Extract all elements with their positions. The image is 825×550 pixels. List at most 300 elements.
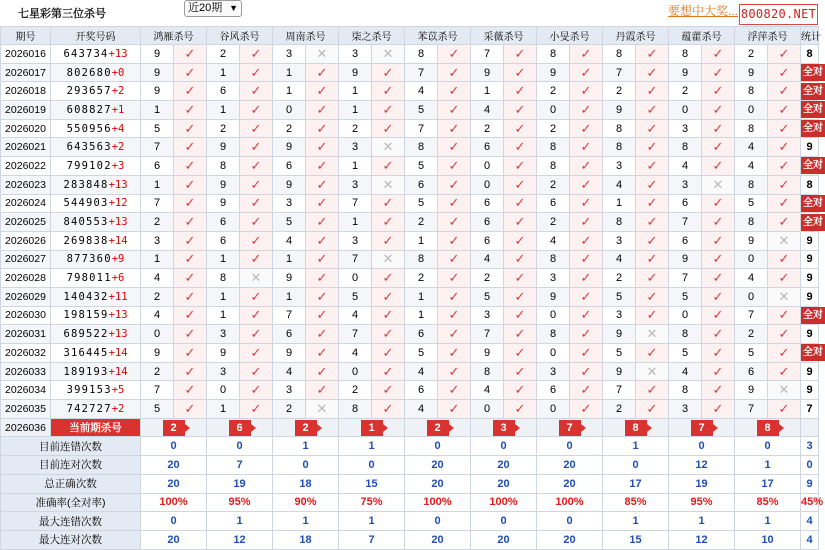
check-icon: ✓ bbox=[570, 287, 603, 306]
draw-digits: 140432 bbox=[63, 290, 109, 303]
draw-sum-diff: +2 bbox=[111, 402, 125, 415]
kill-number: 7 bbox=[735, 400, 768, 419]
table-row bbox=[1, 381, 819, 400]
col-expert[interactable]: 浮萍杀号 bbox=[735, 27, 801, 45]
row-stat bbox=[801, 213, 823, 232]
kill-number: 1 bbox=[273, 63, 306, 82]
kill-number: 3 bbox=[207, 325, 240, 344]
issue-number: 2026025 bbox=[1, 213, 51, 232]
col-expert[interactable]: 谷风杀号 bbox=[207, 27, 273, 45]
row-stat bbox=[801, 194, 823, 213]
kill-number: 8 bbox=[669, 381, 702, 400]
check-icon: ✓ bbox=[504, 82, 537, 101]
kill-number: 9 bbox=[603, 101, 636, 120]
stat-label: 目前连对次数 bbox=[1, 456, 141, 475]
kill-number: 4 bbox=[339, 344, 372, 363]
table-row bbox=[1, 250, 819, 269]
check-icon: ✓ bbox=[570, 306, 603, 325]
draw-digits: 198159 bbox=[63, 309, 109, 322]
kill-number: 6 bbox=[471, 138, 504, 157]
kill-number: 2 bbox=[603, 269, 636, 288]
kill-number: 8 bbox=[603, 119, 636, 138]
stat-value: 1 bbox=[339, 512, 405, 531]
kill-number: 7 bbox=[471, 325, 504, 344]
kill-number: 1 bbox=[207, 101, 240, 120]
col-expert[interactable]: 柒之杀号 bbox=[339, 27, 405, 45]
check-icon: ✓ bbox=[702, 400, 735, 419]
check-icon: ✓ bbox=[702, 231, 735, 250]
kill-number: 3 bbox=[273, 45, 306, 64]
kill-number: 5 bbox=[339, 287, 372, 306]
stat-value: 0 bbox=[603, 456, 669, 475]
check-icon: ✓ bbox=[306, 344, 339, 363]
kill-number: 5 bbox=[603, 344, 636, 363]
draw-digits: 643563 bbox=[66, 141, 112, 154]
kill-number: 4 bbox=[273, 231, 306, 250]
cross-icon: ✕ bbox=[306, 45, 339, 64]
period-select[interactable] bbox=[184, 0, 242, 17]
stat-value: 20 bbox=[141, 474, 207, 493]
stat-value: 20 bbox=[537, 530, 603, 549]
check-icon: ✓ bbox=[372, 381, 405, 400]
kill-number: 5 bbox=[405, 344, 438, 363]
draw-digits: 802680 bbox=[66, 66, 112, 79]
draw-number bbox=[51, 231, 141, 250]
current-kill-cell bbox=[141, 418, 207, 437]
issue-number: 2026028 bbox=[1, 269, 51, 288]
current-kill-badge: 7 bbox=[691, 420, 713, 436]
check-icon: ✓ bbox=[504, 306, 537, 325]
kill-number: 3 bbox=[339, 45, 372, 64]
check-icon: ✓ bbox=[768, 400, 801, 419]
check-icon: ✓ bbox=[372, 63, 405, 82]
table-row bbox=[1, 138, 819, 157]
stat-label: 最大连对次数 bbox=[1, 530, 141, 549]
draw-sum-diff: +14 bbox=[108, 346, 128, 359]
current-kill-cell bbox=[273, 418, 339, 437]
kill-number: 9 bbox=[669, 63, 702, 82]
kill-number: 5 bbox=[405, 157, 438, 176]
stat-value: 20 bbox=[537, 474, 603, 493]
current-kill-label: 当前期杀号 bbox=[51, 418, 141, 437]
stat-value: 1 bbox=[735, 456, 801, 475]
kill-number: 0 bbox=[735, 287, 768, 306]
check-icon: ✓ bbox=[636, 82, 669, 101]
table-row bbox=[1, 213, 819, 232]
cross-icon: ✕ bbox=[768, 381, 801, 400]
draw-digits: 689522 bbox=[63, 328, 109, 341]
kill-number: 3 bbox=[603, 157, 636, 176]
row-stat bbox=[801, 119, 823, 138]
current-kill-cell bbox=[735, 418, 801, 437]
check-icon: ✓ bbox=[174, 362, 207, 381]
check-icon: ✓ bbox=[504, 45, 537, 64]
check-icon: ✓ bbox=[240, 344, 273, 363]
kill-number: 8 bbox=[339, 400, 372, 419]
check-icon: ✓ bbox=[438, 45, 471, 64]
promo-link[interactable]: 要想中大奖... bbox=[668, 4, 739, 18]
stat-label: 准确率(全对率) bbox=[1, 493, 141, 512]
kill-number: 5 bbox=[405, 101, 438, 120]
stat-value: 85% bbox=[735, 493, 801, 512]
all-correct-badge: 全对 bbox=[801, 307, 825, 324]
draw-digits: 608827 bbox=[66, 103, 112, 116]
check-icon: ✓ bbox=[306, 325, 339, 344]
table-row bbox=[1, 82, 819, 101]
draw-number bbox=[51, 381, 141, 400]
check-icon: ✓ bbox=[636, 194, 669, 213]
check-icon: ✓ bbox=[438, 381, 471, 400]
check-icon: ✓ bbox=[438, 325, 471, 344]
col-issue: 期号 bbox=[1, 27, 51, 45]
kill-number: 9 bbox=[207, 175, 240, 194]
check-icon: ✓ bbox=[174, 175, 207, 194]
kill-number: 7 bbox=[603, 381, 636, 400]
all-correct-badge: 全对 bbox=[801, 83, 825, 100]
kill-number: 6 bbox=[273, 325, 306, 344]
check-icon: ✓ bbox=[504, 138, 537, 157]
check-icon: ✓ bbox=[570, 381, 603, 400]
draw-sum-diff: +0 bbox=[111, 66, 125, 79]
kill-number: 7 bbox=[405, 63, 438, 82]
check-icon: ✓ bbox=[636, 306, 669, 325]
stat-row bbox=[1, 456, 819, 475]
stat-value: 20 bbox=[471, 456, 537, 475]
kill-number: 2 bbox=[339, 119, 372, 138]
draw-sum-diff: +6 bbox=[111, 272, 125, 285]
check-icon: ✓ bbox=[570, 63, 603, 82]
check-icon: ✓ bbox=[174, 157, 207, 176]
table-row bbox=[1, 157, 819, 176]
cross-icon: ✕ bbox=[372, 138, 405, 157]
stat-total: 45% bbox=[801, 493, 819, 512]
stat-value: 100% bbox=[471, 493, 537, 512]
check-icon: ✓ bbox=[306, 269, 339, 288]
check-icon: ✓ bbox=[240, 400, 273, 419]
cross-icon: ✕ bbox=[306, 400, 339, 419]
page-title: 七星彩第三位杀号 bbox=[18, 8, 106, 20]
draw-number bbox=[51, 63, 141, 82]
all-correct-badge: 全对 bbox=[801, 64, 825, 81]
stat-value: 20 bbox=[471, 474, 537, 493]
kill-number: 4 bbox=[735, 138, 768, 157]
check-icon: ✓ bbox=[372, 400, 405, 419]
table-row bbox=[1, 175, 819, 194]
stat-value: 100% bbox=[537, 493, 603, 512]
check-icon: ✓ bbox=[702, 213, 735, 232]
row-stat: 9 bbox=[801, 138, 819, 157]
draw-digits: 798011 bbox=[66, 272, 112, 285]
stat-total: 9 bbox=[801, 474, 819, 493]
stat-row bbox=[1, 530, 819, 549]
check-icon: ✓ bbox=[438, 138, 471, 157]
check-icon: ✓ bbox=[702, 269, 735, 288]
stat-value: 17 bbox=[603, 474, 669, 493]
all-correct-badge: 全对 bbox=[801, 120, 825, 137]
draw-number bbox=[51, 344, 141, 363]
kill-number: 6 bbox=[141, 157, 174, 176]
kill-number: 0 bbox=[735, 250, 768, 269]
stat-value: 19 bbox=[669, 474, 735, 493]
check-icon: ✓ bbox=[636, 119, 669, 138]
check-icon: ✓ bbox=[174, 45, 207, 64]
col-stats: 统计 bbox=[801, 27, 819, 45]
kill-number: 1 bbox=[405, 231, 438, 250]
check-icon: ✓ bbox=[702, 157, 735, 176]
kill-number: 3 bbox=[273, 381, 306, 400]
kill-number: 1 bbox=[207, 287, 240, 306]
kill-number: 8 bbox=[207, 269, 240, 288]
check-icon: ✓ bbox=[372, 344, 405, 363]
draw-digits: 643734 bbox=[63, 47, 109, 60]
kill-number: 0 bbox=[141, 325, 174, 344]
check-icon: ✓ bbox=[504, 325, 537, 344]
kill-number: 7 bbox=[339, 325, 372, 344]
current-issue-number: 2026036 bbox=[1, 418, 51, 437]
row-stat: 9 bbox=[801, 362, 819, 381]
draw-number bbox=[51, 269, 141, 288]
kill-number: 2 bbox=[537, 119, 570, 138]
stat-value: 12 bbox=[669, 456, 735, 475]
check-icon: ✓ bbox=[504, 287, 537, 306]
check-icon: ✓ bbox=[240, 250, 273, 269]
check-icon: ✓ bbox=[174, 101, 207, 120]
check-icon: ✓ bbox=[504, 362, 537, 381]
kill-number: 8 bbox=[603, 138, 636, 157]
check-icon: ✓ bbox=[306, 381, 339, 400]
check-icon: ✓ bbox=[636, 175, 669, 194]
kill-number: 8 bbox=[735, 119, 768, 138]
stat-total: 4 bbox=[801, 512, 819, 531]
kill-number: 5 bbox=[471, 287, 504, 306]
stat-value: 0 bbox=[735, 437, 801, 456]
current-kill-cell bbox=[537, 418, 603, 437]
stat-row bbox=[1, 493, 819, 512]
cross-icon: ✕ bbox=[372, 250, 405, 269]
check-icon: ✓ bbox=[570, 45, 603, 64]
col-expert[interactable]: 丹霞杀号 bbox=[603, 27, 669, 45]
check-icon: ✓ bbox=[306, 82, 339, 101]
kill-number: 6 bbox=[273, 157, 306, 176]
row-stat: 9 bbox=[801, 231, 819, 250]
kill-number: 2 bbox=[141, 287, 174, 306]
kill-number: 1 bbox=[339, 82, 372, 101]
kill-number: 8 bbox=[669, 45, 702, 64]
kill-number: 0 bbox=[339, 362, 372, 381]
stat-label: 目前连错次数 bbox=[1, 437, 141, 456]
kill-number: 6 bbox=[537, 381, 570, 400]
check-icon: ✓ bbox=[636, 287, 669, 306]
check-icon: ✓ bbox=[702, 45, 735, 64]
row-stat: 9 bbox=[801, 287, 819, 306]
draw-number bbox=[51, 213, 141, 232]
check-icon: ✓ bbox=[504, 381, 537, 400]
kill-number: 6 bbox=[735, 362, 768, 381]
stat-value: 0 bbox=[669, 437, 735, 456]
col-expert[interactable]: 小旻杀号 bbox=[537, 27, 603, 45]
kill-number: 1 bbox=[603, 194, 636, 213]
stat-label: 总正确次数 bbox=[1, 474, 141, 493]
check-icon: ✓ bbox=[504, 344, 537, 363]
kill-number: 4 bbox=[471, 250, 504, 269]
col-expert[interactable]: 蕴藿杀号 bbox=[669, 27, 735, 45]
current-kill-badge: 8 bbox=[625, 420, 647, 436]
col-expert[interactable]: 周南杀号 bbox=[273, 27, 339, 45]
kill-number: 2 bbox=[471, 119, 504, 138]
stat-value: 1 bbox=[669, 512, 735, 531]
kill-number: 1 bbox=[273, 250, 306, 269]
check-icon: ✓ bbox=[768, 157, 801, 176]
check-icon: ✓ bbox=[768, 250, 801, 269]
check-icon: ✓ bbox=[636, 344, 669, 363]
draw-sum-diff: +13 bbox=[108, 178, 128, 191]
kill-number: 4 bbox=[471, 381, 504, 400]
issue-number: 2026017 bbox=[1, 63, 51, 82]
current-kill-cell bbox=[603, 418, 669, 437]
check-icon: ✓ bbox=[438, 362, 471, 381]
stat-value: 15 bbox=[339, 474, 405, 493]
kill-number: 1 bbox=[273, 82, 306, 101]
stat-value: 0 bbox=[141, 437, 207, 456]
top-bar bbox=[0, 0, 818, 24]
kill-number: 9 bbox=[207, 194, 240, 213]
kill-number: 8 bbox=[537, 138, 570, 157]
check-icon: ✓ bbox=[570, 101, 603, 120]
check-icon: ✓ bbox=[372, 213, 405, 232]
check-icon: ✓ bbox=[306, 306, 339, 325]
stat-value: 20 bbox=[405, 456, 471, 475]
draw-sum-diff: +2 bbox=[111, 141, 125, 154]
table-row bbox=[1, 269, 819, 288]
kill-number: 6 bbox=[537, 194, 570, 213]
kill-number: 9 bbox=[669, 250, 702, 269]
kill-number: 2 bbox=[207, 45, 240, 64]
stat-value: 95% bbox=[669, 493, 735, 512]
stat-value: 18 bbox=[273, 474, 339, 493]
stat-total: 0 bbox=[801, 456, 819, 475]
draw-sum-diff: +13 bbox=[108, 47, 128, 60]
col-expert[interactable]: 采薇杀号 bbox=[471, 27, 537, 45]
table-row bbox=[1, 45, 819, 64]
table-row bbox=[1, 287, 819, 306]
draw-number bbox=[51, 400, 141, 419]
stat-value: 20 bbox=[405, 474, 471, 493]
kill-number: 4 bbox=[669, 157, 702, 176]
check-icon: ✓ bbox=[570, 157, 603, 176]
kill-number: 6 bbox=[207, 231, 240, 250]
kill-number: 8 bbox=[735, 213, 768, 232]
cross-icon: ✕ bbox=[372, 45, 405, 64]
kill-number: 9 bbox=[471, 63, 504, 82]
kill-number: 2 bbox=[735, 45, 768, 64]
draw-sum-diff: +11 bbox=[108, 290, 128, 303]
draw-sum-diff: +14 bbox=[108, 234, 128, 247]
stat-value: 85% bbox=[603, 493, 669, 512]
check-icon: ✓ bbox=[240, 231, 273, 250]
check-icon: ✓ bbox=[438, 194, 471, 213]
check-icon: ✓ bbox=[240, 175, 273, 194]
check-icon: ✓ bbox=[636, 231, 669, 250]
check-icon: ✓ bbox=[306, 231, 339, 250]
issue-number: 2026022 bbox=[1, 157, 51, 176]
period-select-value: 近20期 bbox=[188, 2, 223, 14]
all-correct-badge: 全对 bbox=[801, 214, 825, 231]
current-kill-badge: 2 bbox=[295, 420, 317, 436]
col-expert[interactable]: 鸿雁杀号 bbox=[141, 27, 207, 45]
kill-number: 8 bbox=[735, 82, 768, 101]
check-icon: ✓ bbox=[768, 194, 801, 213]
draw-number bbox=[51, 175, 141, 194]
check-icon: ✓ bbox=[174, 119, 207, 138]
check-icon: ✓ bbox=[240, 82, 273, 101]
current-kill-badge: 2 bbox=[427, 420, 449, 436]
stat-value: 1 bbox=[273, 512, 339, 531]
kill-number: 1 bbox=[141, 175, 174, 194]
draw-number bbox=[51, 119, 141, 138]
kill-number: 5 bbox=[603, 287, 636, 306]
cross-icon: ✕ bbox=[372, 175, 405, 194]
check-icon: ✓ bbox=[570, 175, 603, 194]
check-icon: ✓ bbox=[438, 306, 471, 325]
kill-number: 6 bbox=[207, 213, 240, 232]
check-icon: ✓ bbox=[372, 194, 405, 213]
kill-number: 2 bbox=[603, 400, 636, 419]
col-expert[interactable]: 苯苡杀号 bbox=[405, 27, 471, 45]
check-icon: ✓ bbox=[702, 325, 735, 344]
kill-number: 1 bbox=[141, 250, 174, 269]
draw-digits: 550956 bbox=[66, 122, 112, 135]
stat-value: 1 bbox=[273, 437, 339, 456]
kill-number: 8 bbox=[603, 45, 636, 64]
kill-number: 7 bbox=[141, 194, 174, 213]
cross-icon: ✕ bbox=[636, 325, 669, 344]
check-icon: ✓ bbox=[240, 381, 273, 400]
issue-number: 2026020 bbox=[1, 119, 51, 138]
check-icon: ✓ bbox=[174, 82, 207, 101]
current-kill-badge: 8 bbox=[757, 420, 779, 436]
kill-number: 3 bbox=[471, 306, 504, 325]
check-icon: ✓ bbox=[768, 119, 801, 138]
check-icon: ✓ bbox=[504, 101, 537, 120]
stat-value: 19 bbox=[207, 474, 273, 493]
kill-number: 1 bbox=[471, 82, 504, 101]
check-icon: ✓ bbox=[174, 269, 207, 288]
check-icon: ✓ bbox=[570, 325, 603, 344]
check-icon: ✓ bbox=[636, 45, 669, 64]
kill-number: 2 bbox=[471, 269, 504, 288]
check-icon: ✓ bbox=[438, 101, 471, 120]
kill-number: 8 bbox=[669, 138, 702, 157]
check-icon: ✓ bbox=[306, 175, 339, 194]
kill-number: 5 bbox=[273, 213, 306, 232]
check-icon: ✓ bbox=[438, 63, 471, 82]
kill-number: 4 bbox=[405, 362, 438, 381]
draw-number bbox=[51, 306, 141, 325]
check-icon: ✓ bbox=[636, 381, 669, 400]
kill-number: 8 bbox=[471, 362, 504, 381]
stat-value: 75% bbox=[339, 493, 405, 512]
check-icon: ✓ bbox=[636, 250, 669, 269]
kill-number: 8 bbox=[405, 138, 438, 157]
kill-number: 0 bbox=[207, 381, 240, 400]
kill-number: 9 bbox=[141, 344, 174, 363]
check-icon: ✓ bbox=[240, 45, 273, 64]
check-icon: ✓ bbox=[702, 306, 735, 325]
draw-digits: 283848 bbox=[63, 178, 109, 191]
row-stat bbox=[801, 63, 823, 82]
table-row bbox=[1, 119, 819, 138]
kill-number: 8 bbox=[405, 45, 438, 64]
